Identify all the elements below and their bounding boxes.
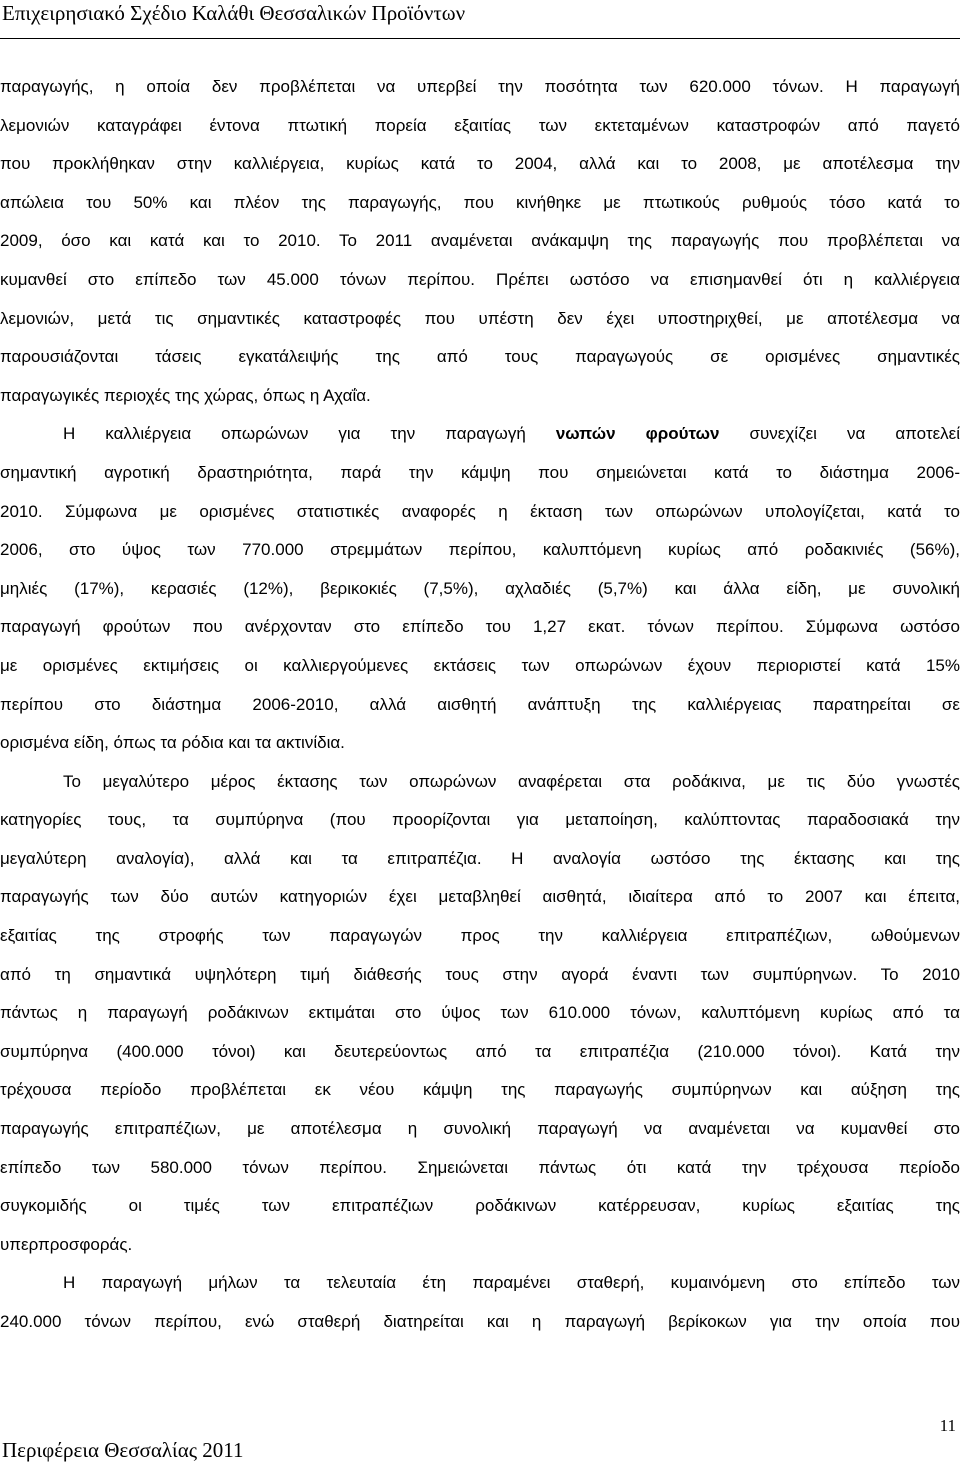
text-line: Το μεγαλύτερο μέρος έκτασης των οπωρώνων αναφέρεται στα ροδάκινα, με τις δύο γνωστές (63, 771, 960, 791)
text-line: παραγωγή φρούτων που ανέρχονταν στο επίπεδο του 1,27 εκατ. τόνων περίπου. Σύμφωνα ωστόσο (0, 617, 960, 637)
text-line: με ορισμένες εκτιμήσεις οι καλλιεργούμενες εκτάσεις των οπωρώνων έχουν περιοριστεί κατά 15% (0, 655, 960, 675)
text-line: μηλιές (17%), κερασιές (12%), βερικοκιές (7,5%), αχλαδιές (5,7%) και άλλα είδη, με συνολική (0, 578, 960, 598)
text-line: τρέχουσα περίοδο προβλέπεται εκ νέου κάμψη της παραγωγής συμπύρηνων και αύξηση της (0, 1080, 960, 1100)
text-line: παραγωγής επιτραπέζιων, με αποτέλεσμα η συνολική παραγωγή να αναμένεται να κυμανθεί στο (0, 1119, 960, 1139)
text-line: παραγωγικές περιοχές της χώρας, όπως η Αχαΐα. (0, 385, 371, 405)
text-line: 2009, όσο και κατά και το 2010. Το 2011 αναμένεται ανάκαμψη της παραγωγής που προβλέπεται να (0, 231, 960, 251)
text-line: 240.000 τόνων περίπου, ενώ σταθερή διατηρείται και η παραγωγή βερίκοκων για την οποία που (0, 1312, 960, 1331)
text-line: παρουσιάζονται τάσεις εγκατάλειψής της από τους παραγωγούς σε ορισμένες σημαντικές (0, 347, 960, 367)
text-line: κυμανθεί στο επίπεδο των 45.000 τόνων περίπου. Πρέπει ωστόσο να επισημανθεί ότι η καλλιέργεια (0, 269, 960, 289)
document-footer: Περιφέρεια Θεσσαλίας 2011 (2, 1438, 244, 1462)
document-header: Επιχειρησιακό Σχέδιο Καλάθι Θεσσαλικών Προϊόντων (2, 1, 466, 25)
text-line: περίπου στο διάστημα 2006-2010, αλλά αισθητή ανάπτυξη της καλλιέργειας παρατηρείται σε (0, 694, 960, 714)
text-line: παραγωγής των δύο αυτών κατηγοριών έχει μεταβληθεί αισθητά, ιδιαίτερα από το 2007 και έπειτα, (0, 887, 960, 907)
text-line: μεγαλύτερη αναλογία), αλλά και τα επιτραπέζια. Η αναλογία ωστόσο της έκτασης και της (0, 848, 960, 868)
text-line: συγκομιδής οι τιμές των επιτραπέζιων ροδάκινων κατέρρευσαν, κυρίως εξαιτίας της (0, 1196, 960, 1216)
body-text (0, 68, 960, 1342)
text-line: από τη σημαντικά υψηλότερη τιμή διάθεσής τους στην αγορά έναντι των συμπύρηνων. Το 2010 (0, 964, 960, 984)
text-line: εξαιτίας της στροφής των παραγωγών προς την καλλιέργεια επιτραπέζιων, ωθούμενων (0, 926, 960, 946)
text-line: λεμονιών, μετά τις σημαντικές καταστροφές που υπέστη δεν έχει υποστηριχθεί, με αποτέλεσμα να (0, 308, 960, 328)
text-line: ορισμένα είδη, όπως τα ρόδια και τα ακτινίδια. (0, 733, 345, 753)
text-line: παραγωγής, η οποία δεν προβλέπεται να υπερβεί την ποσότητα των 620.000 τόνων. Η παραγωγή (0, 77, 960, 96)
text-line: πάντως η παραγωγή ροδάκινων εκτιμάται στο ύψος των 610.000 τόνων, καλυπτόμενη κυρίως από τα (0, 1003, 960, 1023)
page-number: 11 (939, 1416, 956, 1435)
text-line: κατηγορίες τους, τα συμπύρηνα (που προορίζονται για μεταποίηση, καλύπτοντας παραδοσιακά την (0, 810, 960, 830)
text-line: Η παραγωγή μήλων τα τελευταία έτη παραμένει σταθερή, κυμαινόμενη στο επίπεδο των (63, 1273, 960, 1293)
text-line: που προκλήθηκαν στην καλλιέργεια, κυρίως κατά το 2004, αλλά και το 2008, με αποτέλεσμα την (0, 154, 960, 174)
text-run: Η καλλιέργεια οπωρώνων για την παραγωγή (63, 424, 526, 444)
bold-term: νωπών φρούτων (555, 424, 720, 444)
text-line: 2006, στο ύψος των 770.000 στρεμμάτων περίπου, καλυπτόμενη κυρίως από ροδακινιές (56%), (0, 540, 960, 560)
text-line: απώλεια του 50% και πλέον της παραγωγής, που κινήθηκε με πτωτικούς ρυθμούς τόσο κατά το (0, 192, 960, 212)
text-line: υπερπροσφοράς. (0, 1234, 133, 1254)
text-line: σημαντική αγροτική δραστηριότητα, παρά την κάμψη που σημειώνεται κατά το διάστημα 2006- (0, 462, 960, 482)
text-line-with-bold (0, 415, 960, 454)
text-line: επίπεδο των 580.000 τόνων περίπου. Σημειώνεται πάντως ότι κατά την τρέχουσα περίοδο (0, 1157, 960, 1177)
text-line: λεμονιών καταγράφει έντονα πτωτική πορεία εξαιτίας των εκτεταμένων καταστροφών από παγετό (0, 115, 960, 135)
text-line: συμπύρηνα (400.000 τόνοι) και δευτερεύοντως από τα επιτραπέζια (210.000 τόνοι). Κατά την (0, 1041, 960, 1061)
text-line: 2010. Σύμφωνα με ορισμένες στατιστικές αναφορές η έκταση των οπωρώνων υπολογίζεται, κατά το (0, 501, 960, 521)
text-run: συνεχίζει να αποτελεί (749, 424, 960, 444)
header-rule (0, 38, 960, 39)
